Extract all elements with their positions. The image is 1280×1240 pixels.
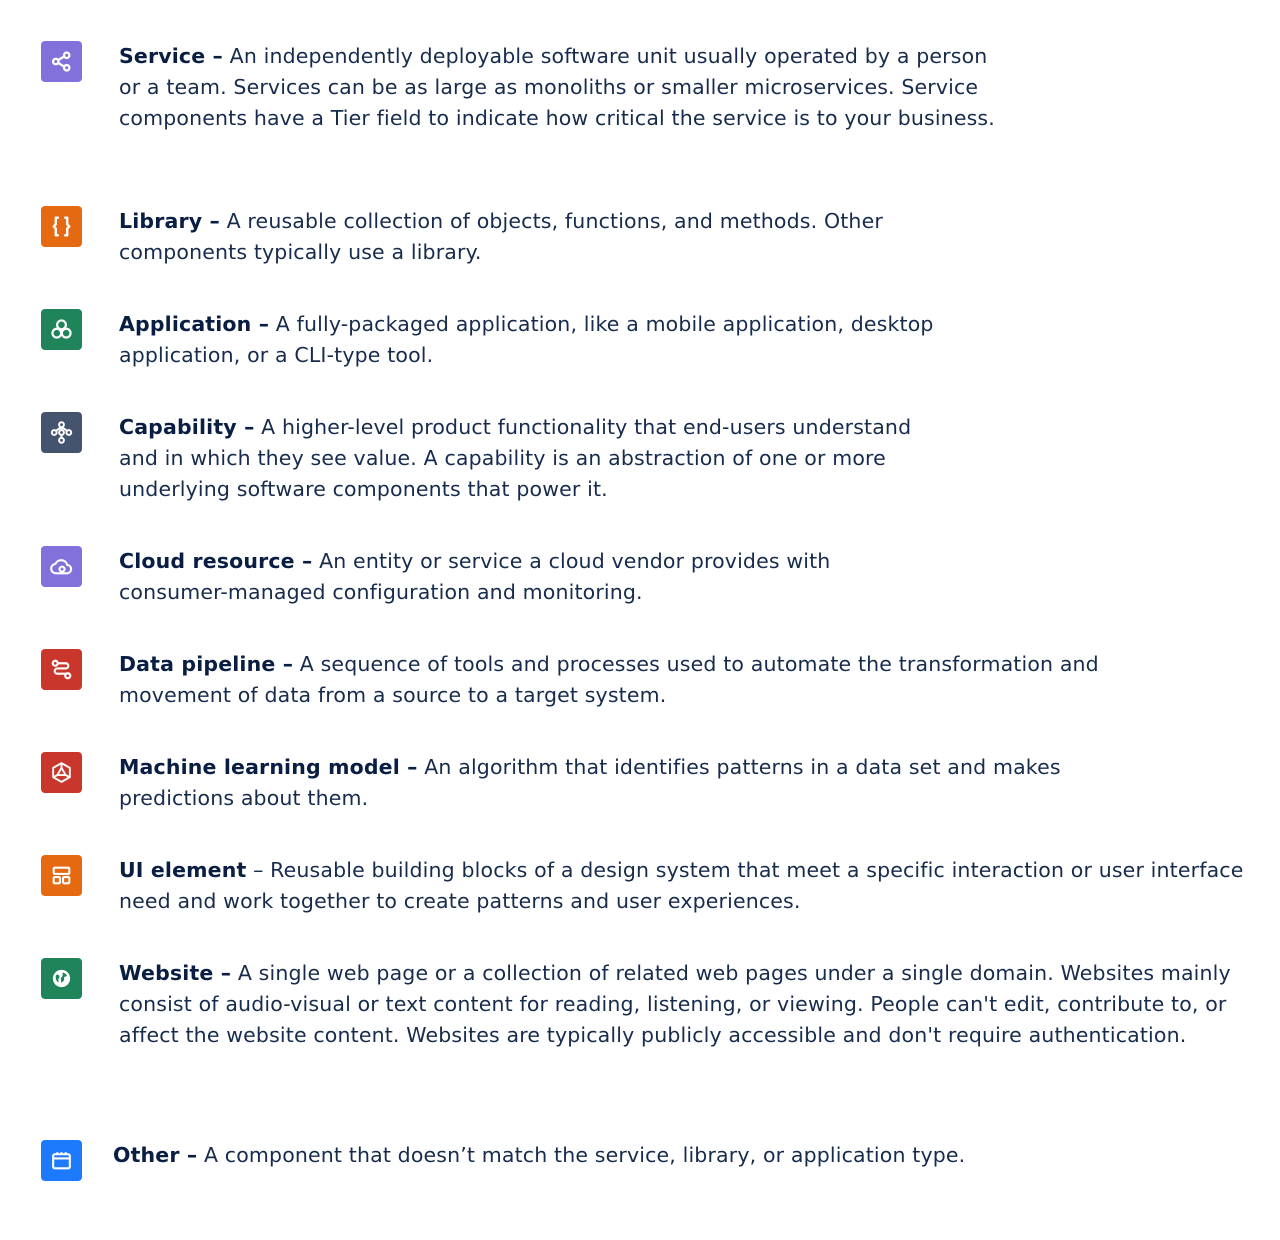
capability-icon [41, 412, 82, 453]
component-description-text: A component that doesn’t match the service, library, or application type. [203, 1143, 966, 1167]
data-pipeline-icon [41, 649, 82, 690]
component-description [113, 1140, 1243, 1171]
component-term: Other – [113, 1143, 198, 1167]
component-term: Capability – [119, 415, 255, 439]
component-term: Machine learning model – [119, 755, 418, 779]
component-description-text: A single web page or a collection of related web pages under a single domain. Websites mainly consist of audio-visual or text content for reading, listening, or viewing. People can't edit, contribute to, or affect the website content. Websites are typically publicly accessible and don't require authentication. [119, 961, 1231, 1047]
library-icon [41, 206, 82, 247]
component-description-text: An entity or service a cloud vendor provides with consumer-managed configuration and monitoring. [119, 549, 831, 604]
component-description-text: A sequence of tools and processes used to automate the transformation and movement of data from a source to a target system. [119, 652, 1099, 707]
component-term: UI element [119, 858, 247, 882]
component-description [119, 41, 999, 134]
component-description-text: A reusable collection of objects, functions, and methods. Other components typically use a library. [119, 209, 883, 264]
component-description [119, 412, 939, 505]
application-icon [41, 309, 82, 350]
component-description [119, 855, 1249, 917]
component-description [119, 752, 1149, 814]
component-description [119, 206, 999, 268]
component-description-text: An algorithm that identifies patterns in a data set and makes predictions about them. [119, 755, 1061, 810]
component-term: Cloud resource – [119, 549, 313, 573]
component-term-dash: – [253, 858, 264, 882]
component-description-text: Reusable building blocks of a design system that meet a specific interaction or user interface need and work together to create patterns and user experiences. [119, 858, 1244, 913]
component-description [119, 958, 1264, 1051]
component-term: Application – [119, 312, 270, 336]
service-icon [41, 41, 82, 82]
component-description [119, 546, 939, 608]
website-icon [41, 958, 82, 999]
component-term: Library – [119, 209, 220, 233]
component-term: Website – [119, 961, 232, 985]
other-icon [41, 1140, 82, 1181]
component-description-text: An independently deployable software unit usually operated by a person or a team. Services can be as large as monoliths or smaller microservices. Service components have a Tier field to indicate how critical the service is to your business. [119, 44, 995, 130]
ui-element-icon [41, 855, 82, 896]
component-description-text: A fully-packaged application, like a mobile application, desktop application, or a CLI-type tool. [119, 312, 934, 367]
machine-learning-model-icon [41, 752, 82, 793]
component-description-text: A higher-level product functionality that end-users understand and in which they see value. A capability is an abstraction of one or more underlying software components that power it. [119, 415, 912, 501]
component-term: Data pipeline – [119, 652, 294, 676]
component-term: Service – [119, 44, 223, 68]
cloud-resource-icon [41, 546, 82, 587]
component-description [119, 309, 939, 371]
component-description [119, 649, 1149, 711]
